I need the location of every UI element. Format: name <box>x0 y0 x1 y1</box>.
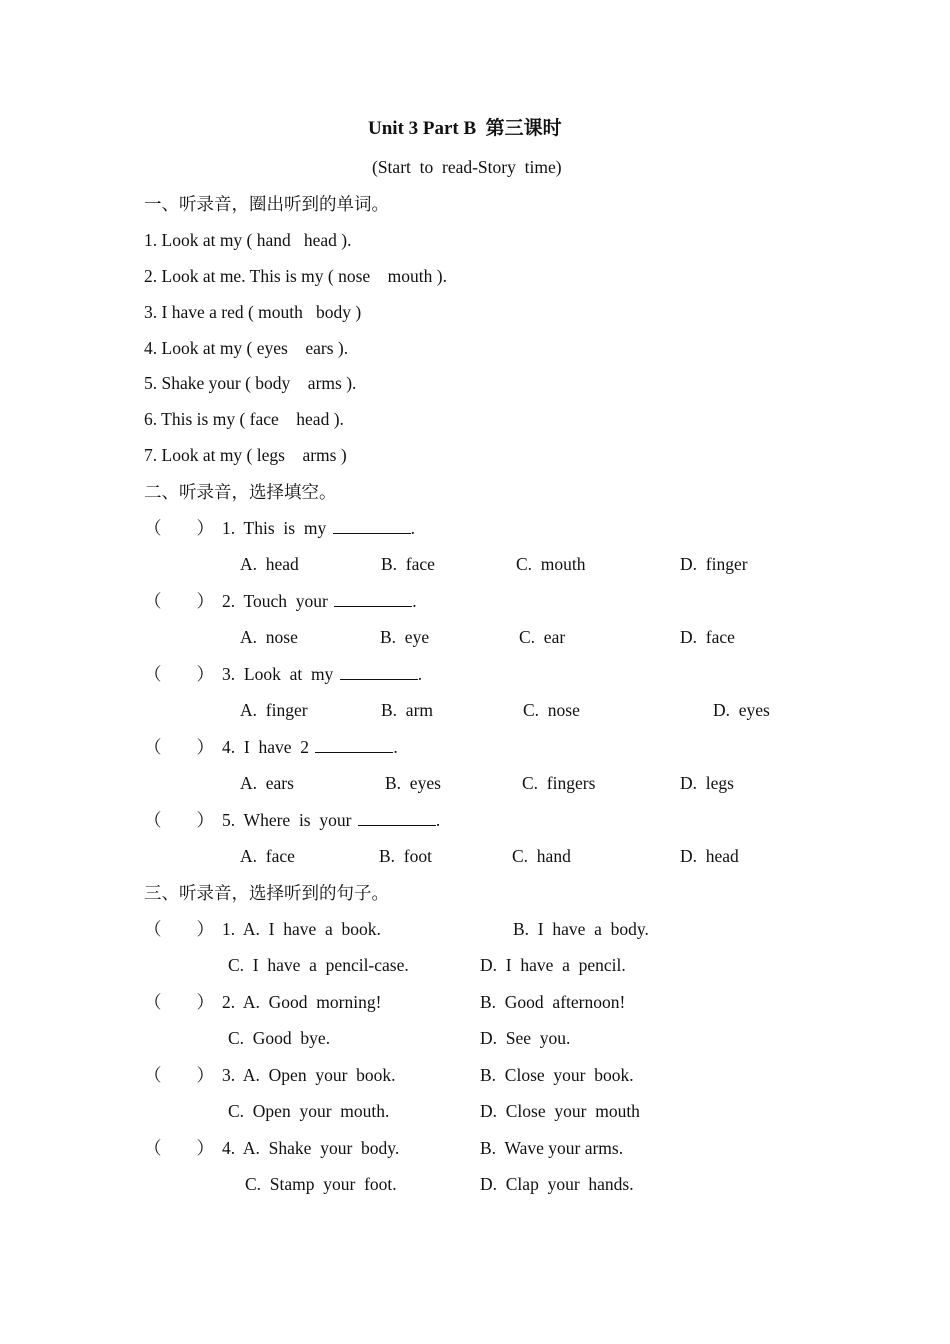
option-c: C. Good bye. <box>228 1028 331 1048</box>
option-d: D. Close your mouth <box>480 1101 640 1121</box>
option-a: 2. A. Good morning! <box>222 992 382 1012</box>
option-d: D. eyes <box>713 700 770 720</box>
option-c: C. Open your mouth. <box>228 1101 390 1121</box>
section1-item: 7. Look at my ( legs arms ) <box>144 445 347 465</box>
option-c: C. nose <box>523 700 580 720</box>
section1-item: 2. Look at me. This is my ( nose mouth ). <box>144 266 447 286</box>
question-stem: 3. Look at my . <box>222 664 423 684</box>
option-b: B. eyes <box>385 773 441 793</box>
question-stem: 4. I have 2 . <box>222 737 398 757</box>
section3-heading: 三、听录音，选择听到的句子。 <box>144 883 389 903</box>
option-b: B. Close your book. <box>480 1065 634 1085</box>
option-d: D. finger <box>680 554 748 574</box>
option-b: B. arm <box>381 700 434 720</box>
question-stem: 1. This is my . <box>222 518 415 538</box>
option-b: B. foot <box>379 846 432 866</box>
answer-blank[interactable] <box>340 665 418 680</box>
section1-item: 1. Look at my ( hand head ). <box>144 230 352 250</box>
answer-paren[interactable]: （ ） <box>144 518 214 538</box>
page-subtitle: (Start to read-Story time) <box>372 157 562 177</box>
section1-item: 4. Look at my ( eyes ears ). <box>144 338 349 358</box>
option-b: B. I have a body. <box>513 919 649 939</box>
option-a: 4. A. Shake your body. <box>222 1138 400 1158</box>
option-b: B. face <box>381 554 435 574</box>
option-d: D. See you. <box>480 1028 571 1048</box>
answer-blank[interactable] <box>315 738 393 753</box>
option-c: C. mouth <box>516 554 586 574</box>
answer-paren[interactable]: （ ） <box>144 1065 214 1085</box>
answer-paren[interactable]: （ ） <box>144 1138 214 1158</box>
option-a: 3. A. Open your book. <box>222 1065 396 1085</box>
section1-item: 5. Shake your ( body arms ). <box>144 373 357 393</box>
section1-item: 6. This is my ( face head ). <box>144 409 344 429</box>
option-d: D. face <box>680 627 735 647</box>
question-stem: 5. Where is your . <box>222 810 441 830</box>
answer-paren[interactable]: （ ） <box>144 591 214 611</box>
option-d: D. Clap your hands. <box>480 1174 634 1194</box>
section1-item: 3. I have a red ( mouth body ) <box>144 302 362 322</box>
answer-blank[interactable] <box>334 592 412 607</box>
option-a: A. head <box>240 554 299 574</box>
answer-paren[interactable]: （ ） <box>144 737 214 757</box>
section2-heading: 二、听录音，选择填空。 <box>144 482 337 502</box>
option-c: C. I have a pencil-case. <box>228 955 409 975</box>
option-b: B. eye <box>380 627 430 647</box>
question-stem: 2. Touch your . <box>222 591 417 611</box>
answer-paren[interactable]: （ ） <box>144 664 214 684</box>
option-c: C. fingers <box>522 773 596 793</box>
answer-blank[interactable] <box>333 519 411 534</box>
page-title: Unit 3 Part B 第三课时 <box>368 118 562 139</box>
option-a: A. finger <box>240 700 308 720</box>
answer-paren[interactable]: （ ） <box>144 810 214 830</box>
section1-heading: 一、听录音，圈出听到的单词。 <box>144 194 389 214</box>
option-a: 1. A. I have a book. <box>222 919 381 939</box>
answer-paren[interactable]: （ ） <box>144 919 214 939</box>
option-c: C. hand <box>512 846 571 866</box>
option-d: D. legs <box>680 773 734 793</box>
option-d: D. I have a pencil. <box>480 955 626 975</box>
option-c: C. Stamp your foot. <box>245 1174 397 1194</box>
option-a: A. nose <box>240 627 298 647</box>
option-b: B. Good afternoon! <box>480 992 626 1012</box>
answer-paren[interactable]: （ ） <box>144 992 214 1012</box>
option-c: C. ear <box>519 627 566 647</box>
option-a: A. face <box>240 846 295 866</box>
answer-blank[interactable] <box>358 811 436 826</box>
option-b: B. Wave your arms. <box>480 1138 624 1158</box>
option-d: D. head <box>680 846 739 866</box>
option-a: A. ears <box>240 773 294 793</box>
